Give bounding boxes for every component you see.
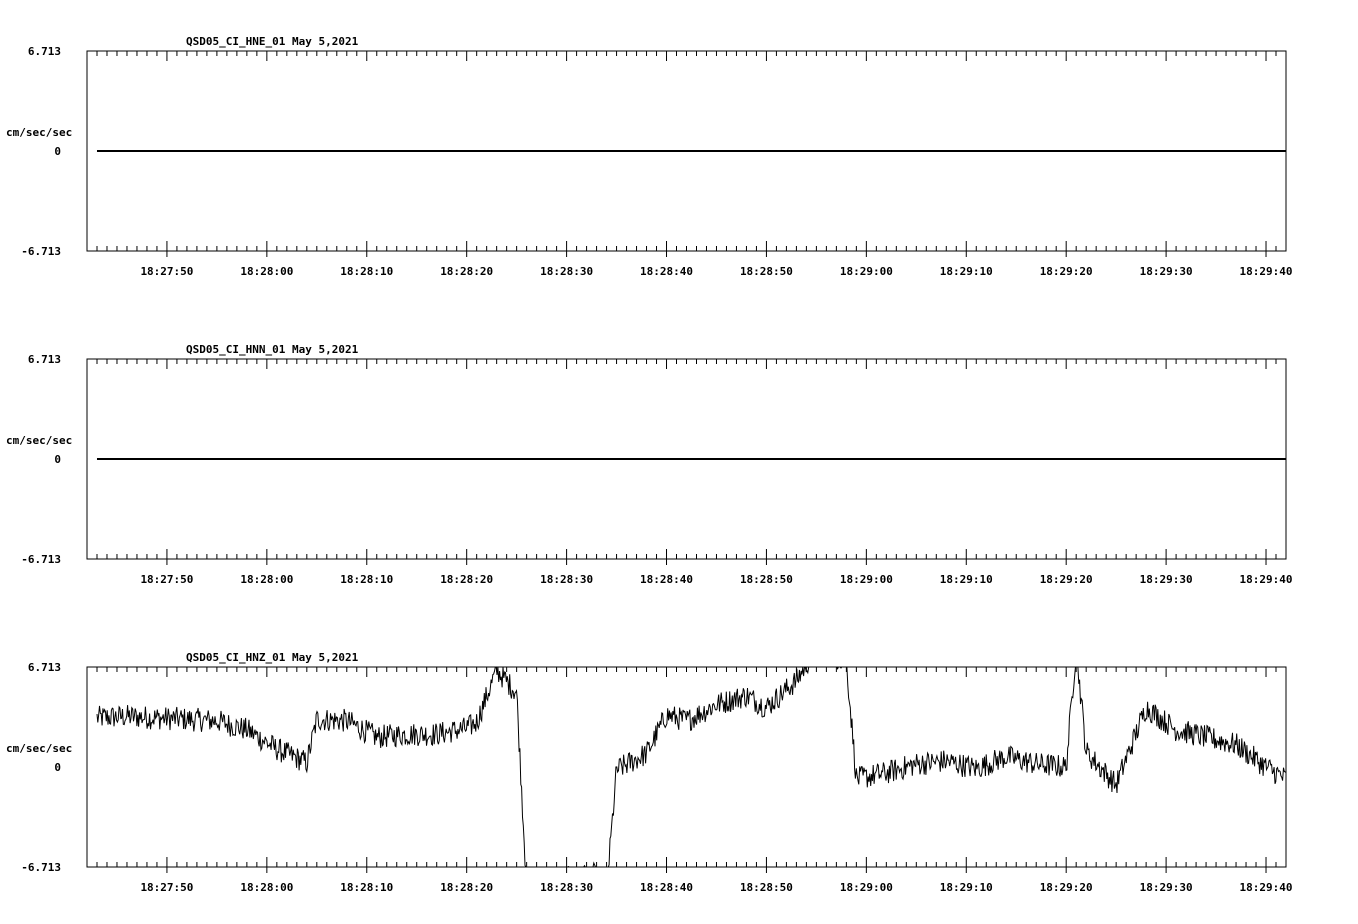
y-axis-label: cm/sec/sec: [6, 434, 73, 447]
x-tick-label: 18:29:30: [1139, 881, 1193, 894]
x-tick-label: 18:28:00: [240, 573, 294, 586]
x-tick-label: 18:28:40: [640, 265, 694, 278]
y-tick-label: 6.713: [27, 45, 61, 58]
y-tick-label: -6.713: [21, 861, 61, 874]
chart-title: QSD05_CI_HNZ_01 May 5,2021: [186, 651, 359, 664]
x-tick-label: 18:28:30: [540, 573, 594, 586]
x-tick-label: 18:27:50: [140, 573, 194, 586]
chart-panel-2: [6, 343, 1293, 586]
x-tick-label: 18:28:20: [440, 573, 494, 586]
x-tick-label: 18:28:20: [440, 265, 494, 278]
y-tick-label: -6.713: [21, 245, 61, 258]
x-tick-label: 18:29:10: [939, 265, 993, 278]
y-tick-label: 0: [54, 145, 61, 158]
x-tick-label: 18:28:40: [640, 573, 694, 586]
x-tick-label: 18:28:50: [739, 265, 793, 278]
x-tick-label: 18:29:10: [939, 573, 993, 586]
x-tick-label: 18:28:20: [440, 881, 494, 894]
x-tick-label: 18:28:30: [540, 265, 594, 278]
x-tick-label: 18:29:00: [839, 881, 893, 894]
chart-panel-1: [6, 35, 1293, 278]
y-tick-label: 0: [54, 761, 61, 774]
y-axis-label: cm/sec/sec: [6, 126, 73, 139]
x-tick-label: 18:29:40: [1239, 265, 1293, 278]
y-tick-label: -6.713: [21, 553, 61, 566]
chart-title: QSD05_CI_HNN_01 May 5,2021: [186, 343, 359, 356]
x-tick-label: 18:28:30: [540, 881, 594, 894]
series-waveform-1: [97, 667, 1286, 867]
x-tick-label: 18:28:00: [240, 265, 294, 278]
x-tick-label: 18:29:00: [839, 265, 893, 278]
x-tick-label: 18:28:50: [739, 881, 793, 894]
x-tick-label: 18:28:50: [739, 573, 793, 586]
y-tick-label: 6.713: [27, 353, 61, 366]
x-tick-label: 18:29:20: [1039, 265, 1093, 278]
y-tick-label: 6.713: [27, 661, 61, 674]
x-tick-label: 18:28:10: [340, 265, 394, 278]
x-tick-label: 18:29:40: [1239, 573, 1293, 586]
x-tick-label: 18:27:50: [140, 265, 194, 278]
y-axis-label: cm/sec/sec: [6, 742, 73, 755]
x-tick-label: 18:28:40: [640, 881, 694, 894]
x-tick-label: 18:29:20: [1039, 573, 1093, 586]
chart-title: QSD05_CI_HNE_01 May 5,2021: [186, 35, 359, 48]
x-tick-label: 18:28:10: [340, 881, 394, 894]
x-tick-label: 18:28:10: [340, 573, 394, 586]
x-tick-label: 18:29:00: [839, 573, 893, 586]
x-tick-label: 18:29:30: [1139, 573, 1193, 586]
x-tick-label: 18:28:00: [240, 881, 294, 894]
x-tick-label: 18:29:20: [1039, 881, 1093, 894]
x-tick-label: 18:29:30: [1139, 265, 1193, 278]
x-tick-label: 18:27:50: [140, 881, 194, 894]
x-tick-label: 18:29:40: [1239, 881, 1293, 894]
y-tick-label: 0: [54, 453, 61, 466]
chart-panel-3: [6, 651, 1293, 894]
x-tick-label: 18:29:10: [939, 881, 993, 894]
